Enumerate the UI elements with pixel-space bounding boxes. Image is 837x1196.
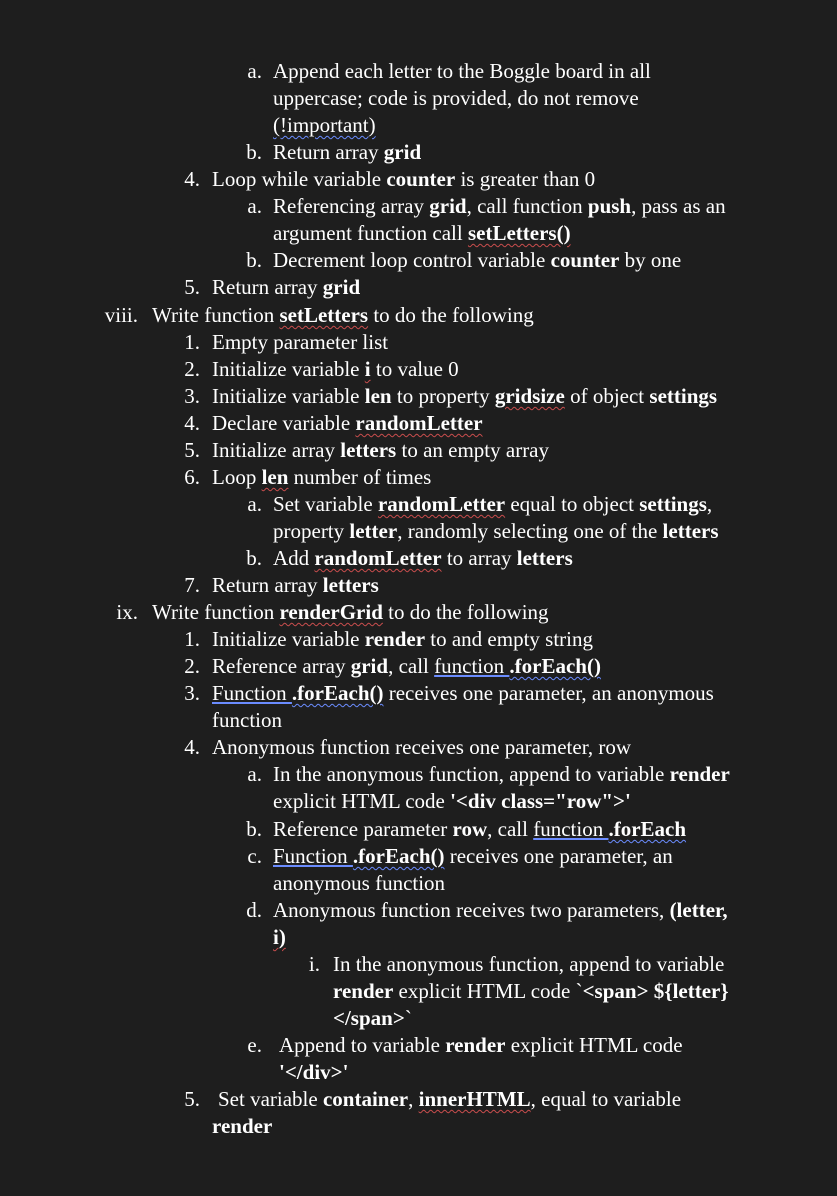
list-item-text: [273, 247, 681, 274]
list-item-text: [273, 193, 726, 220]
document-line: [0, 924, 837, 951]
code-term: grid: [383, 140, 422, 164]
document-line: [0, 788, 837, 815]
text-run: Return array: [212, 573, 323, 597]
text-run: function: [533, 817, 609, 841]
text-run: argument function call: [273, 221, 468, 245]
text-run: Return array: [273, 140, 384, 164]
list-item-text: [218, 1086, 681, 1113]
code-term: '</div>': [279, 1060, 349, 1084]
list-marker: b.: [246, 817, 262, 841]
text-run: explicit HTML code: [273, 789, 451, 813]
code-term: push: [587, 194, 632, 218]
code-term: (letter,: [669, 898, 728, 922]
text-run: , call function: [466, 194, 588, 218]
list-item-text: [152, 302, 534, 329]
code-term: letters: [516, 546, 573, 570]
text-run: to an empty array: [396, 438, 550, 462]
text-run: Reference parameter: [273, 817, 453, 841]
text-run: Empty parameter list: [212, 330, 389, 354]
text-run: uppercase; code is provided, do not remove: [273, 86, 639, 110]
text-run: receives one parameter, an: [444, 844, 673, 868]
text-run: Function: [273, 844, 353, 868]
list-item-text: [333, 1005, 412, 1032]
code-term: randomLetter: [377, 492, 506, 516]
document-line: [0, 193, 837, 220]
text-run: Reference array: [212, 654, 351, 678]
list-item-text: [273, 545, 573, 572]
list-item-text: [273, 518, 719, 545]
text-run: , call: [388, 654, 435, 678]
document-line: [0, 410, 837, 437]
text-run: Loop: [212, 465, 262, 489]
document-line: [0, 734, 837, 761]
code-term: randomLetter: [314, 546, 442, 570]
code-term: .forEach(): [509, 654, 601, 678]
list-marker: a.: [247, 762, 262, 786]
document-line: [0, 599, 837, 626]
text-run: Initialize array: [212, 438, 341, 462]
text-run: Initialize variable: [212, 627, 365, 651]
text-run: to and empty string: [425, 627, 594, 651]
list-marker: b.: [246, 140, 262, 164]
list-item-text: [279, 1059, 348, 1086]
text-run: Initialize variable: [212, 384, 365, 408]
list-marker: e.: [247, 1033, 262, 1057]
text-run: to array: [441, 546, 517, 570]
code-term: .forEach(): [291, 681, 384, 705]
text-run: , pass as an: [631, 194, 726, 218]
list-item-text: [273, 220, 571, 247]
list-item-text: [212, 437, 549, 464]
list-marker: a.: [247, 492, 262, 516]
text-run: , call: [487, 817, 534, 841]
list-marker: a.: [247, 59, 262, 83]
text-run: Write function: [152, 600, 280, 624]
text-run: Anonymous function receives one parameter, row: [212, 735, 632, 759]
text-run: , randomly selecting one of the: [397, 519, 663, 543]
code-term: grid: [350, 654, 389, 678]
document-line: [0, 247, 837, 274]
text-run: number of times: [288, 465, 432, 489]
text-run: by one: [619, 248, 682, 272]
document-line: [0, 329, 837, 356]
text-run: Loop while variable: [212, 167, 387, 191]
text-run: to do the following: [382, 600, 549, 624]
list-item-text: [273, 85, 639, 112]
document-line: [0, 518, 837, 545]
text-run: Anonymous function receives two parameters,: [273, 898, 670, 922]
list-item-text: [273, 843, 673, 870]
text-run: Function: [212, 681, 292, 705]
list-marker: ix.: [116, 600, 138, 624]
list-marker: c.: [247, 844, 262, 868]
list-item-text: [212, 329, 388, 356]
text-run: ,: [408, 1087, 419, 1111]
text-run: to value 0: [370, 357, 459, 381]
code-term: grid: [322, 275, 361, 299]
list-marker: 5.: [184, 275, 200, 299]
list-marker: 2.: [184, 654, 200, 678]
document-line: [0, 437, 837, 464]
text-run: explicit HTML code `: [393, 979, 583, 1003]
code-term: render: [445, 1033, 506, 1057]
list-item-text: [273, 816, 686, 843]
document-line: [0, 545, 837, 572]
list-marker: 2.: [184, 357, 200, 381]
code-term: .forEach(): [352, 844, 445, 868]
text-run: of object: [564, 384, 650, 408]
list-marker: d.: [246, 898, 262, 922]
list-marker: 4.: [184, 167, 200, 191]
code-term: </span>: [333, 1006, 405, 1030]
list-item-text: [273, 897, 728, 924]
document-line: [0, 870, 837, 897]
text-run: is greater than 0: [455, 167, 596, 191]
list-marker: b.: [246, 248, 262, 272]
text-run: function: [434, 654, 510, 678]
code-term: len: [261, 465, 289, 489]
code-term: randomLetter: [355, 411, 483, 435]
code-term: settings: [649, 384, 718, 408]
document-line: [0, 464, 837, 491]
list-item-text: [212, 274, 360, 301]
code-term: counter: [386, 167, 456, 191]
text-run: Declare variable: [212, 411, 356, 435]
list-item-text: [273, 139, 421, 166]
list-item-text: [212, 734, 631, 761]
list-item-text: [333, 951, 724, 978]
document-line: [0, 707, 837, 734]
code-term: counter: [550, 248, 620, 272]
text-run: , equal to variable: [530, 1087, 682, 1111]
document-line: [0, 383, 837, 410]
text-run: Set variable: [273, 492, 378, 516]
document-line: [0, 112, 837, 139]
list-item-text: [273, 58, 651, 85]
document-line: [0, 1086, 837, 1113]
text-run: Initialize variable: [212, 357, 365, 381]
text-run: property: [273, 519, 350, 543]
document-line: [0, 58, 837, 85]
code-term: render: [333, 979, 394, 1003]
list-item-text: [273, 788, 631, 815]
document-line: [0, 653, 837, 680]
text-run: In the anonymous function, append to variable: [333, 952, 725, 976]
document-line: [0, 220, 837, 247]
list-item-text: [212, 572, 379, 599]
code-term: '<div class="row">': [450, 789, 631, 813]
list-item-text: [273, 112, 376, 139]
text-run: (!important): [273, 113, 376, 137]
list-marker: a.: [247, 194, 262, 218]
list-item-text: [212, 1113, 272, 1140]
list-item-text: [212, 383, 717, 410]
list-marker: 3.: [184, 681, 200, 705]
code-term: i): [273, 925, 286, 949]
list-item-text: [212, 410, 483, 437]
list-marker: 6.: [184, 465, 200, 489]
list-marker: viii.: [104, 303, 138, 327]
code-term: row: [452, 817, 488, 841]
list-item-text: [212, 626, 593, 653]
code-term: grid: [429, 194, 467, 218]
list-item-text: [152, 599, 549, 626]
code-term: <span> ${letter}: [582, 979, 729, 1003]
text-run: Referencing array: [273, 194, 430, 218]
code-term: render: [212, 1114, 273, 1138]
list-item-text: [212, 464, 431, 491]
text-run: In the anonymous function, append to variable: [273, 762, 670, 786]
code-term: len: [364, 384, 392, 408]
document-line: [0, 1113, 837, 1140]
list-item-text: [273, 924, 286, 951]
text-run: Set variable: [218, 1087, 323, 1111]
document-line: [0, 356, 837, 383]
list-marker: i.: [308, 952, 320, 976]
code-term: .forEach: [608, 817, 687, 841]
list-item-text: [212, 707, 282, 734]
text-run: receives one parameter, an anonymous: [383, 681, 714, 705]
list-item-text: [279, 1032, 683, 1059]
document-line: [0, 302, 837, 329]
code-term: container: [322, 1087, 409, 1111]
code-term: settings: [639, 492, 707, 516]
text-run: equal to object: [505, 492, 640, 516]
list-item-text: [333, 978, 729, 1005]
document-line: [0, 1032, 837, 1059]
code-term: render: [669, 762, 730, 786]
code-term: renderGrid: [279, 600, 383, 624]
list-marker: 4.: [184, 411, 200, 435]
text-run: to property: [391, 384, 495, 408]
text-run: Return array: [212, 275, 323, 299]
text-run: `: [404, 1006, 412, 1030]
document-line: [0, 139, 837, 166]
list-marker: 3.: [184, 384, 200, 408]
document-line: [0, 843, 837, 870]
list-marker: 1.: [184, 330, 200, 354]
code-term: letters: [322, 573, 379, 597]
list-item-text: [273, 491, 712, 518]
text-run: Add: [273, 546, 315, 570]
list-marker: 1.: [184, 627, 200, 651]
text-run: explicit HTML code: [505, 1033, 683, 1057]
text-run: function: [212, 708, 282, 732]
document-line: [0, 761, 837, 788]
list-marker: b.: [246, 546, 262, 570]
document-line: [0, 274, 837, 301]
list-item-text: [212, 356, 459, 383]
code-term: innerHTML: [418, 1087, 531, 1111]
code-term: i: [364, 357, 371, 381]
code-term: render: [364, 627, 426, 651]
list-marker: 4.: [184, 735, 200, 759]
list-item-text: [212, 653, 601, 680]
document-line: [0, 951, 837, 978]
document-line: [0, 491, 837, 518]
document-line: [0, 572, 837, 599]
list-item-text: [273, 761, 730, 788]
code-term: setLetters: [279, 303, 369, 327]
text-run: Write function: [152, 303, 280, 327]
document-line: [0, 626, 837, 653]
document-line: [0, 166, 837, 193]
list-marker: 5.: [184, 438, 200, 462]
code-term: setLetters(): [467, 221, 571, 245]
document-line: [0, 85, 837, 112]
text-run: anonymous function: [273, 871, 446, 895]
document-line: [0, 978, 837, 1005]
list-marker: 7.: [184, 573, 200, 597]
document-line: [0, 680, 837, 707]
text-run: Decrement loop control variable: [273, 248, 551, 272]
code-term: letter: [349, 519, 398, 543]
document-line: [0, 1059, 837, 1086]
document-line: [0, 897, 837, 924]
document-line: [0, 816, 837, 843]
document-line: [0, 1005, 837, 1032]
list-item-text: [273, 870, 445, 897]
code-term: gridsize: [494, 384, 565, 408]
text-run: ,: [706, 492, 713, 516]
list-item-text: [212, 680, 714, 707]
code-term: letters: [662, 519, 719, 543]
text-run: to do the following: [368, 303, 534, 327]
list-marker: 5.: [184, 1087, 200, 1111]
list-item-text: [212, 166, 595, 193]
text-run: Append each letter to the Boggle board in all: [273, 59, 651, 83]
text-run: Append to variable: [279, 1033, 446, 1057]
code-term: letters: [340, 438, 397, 462]
